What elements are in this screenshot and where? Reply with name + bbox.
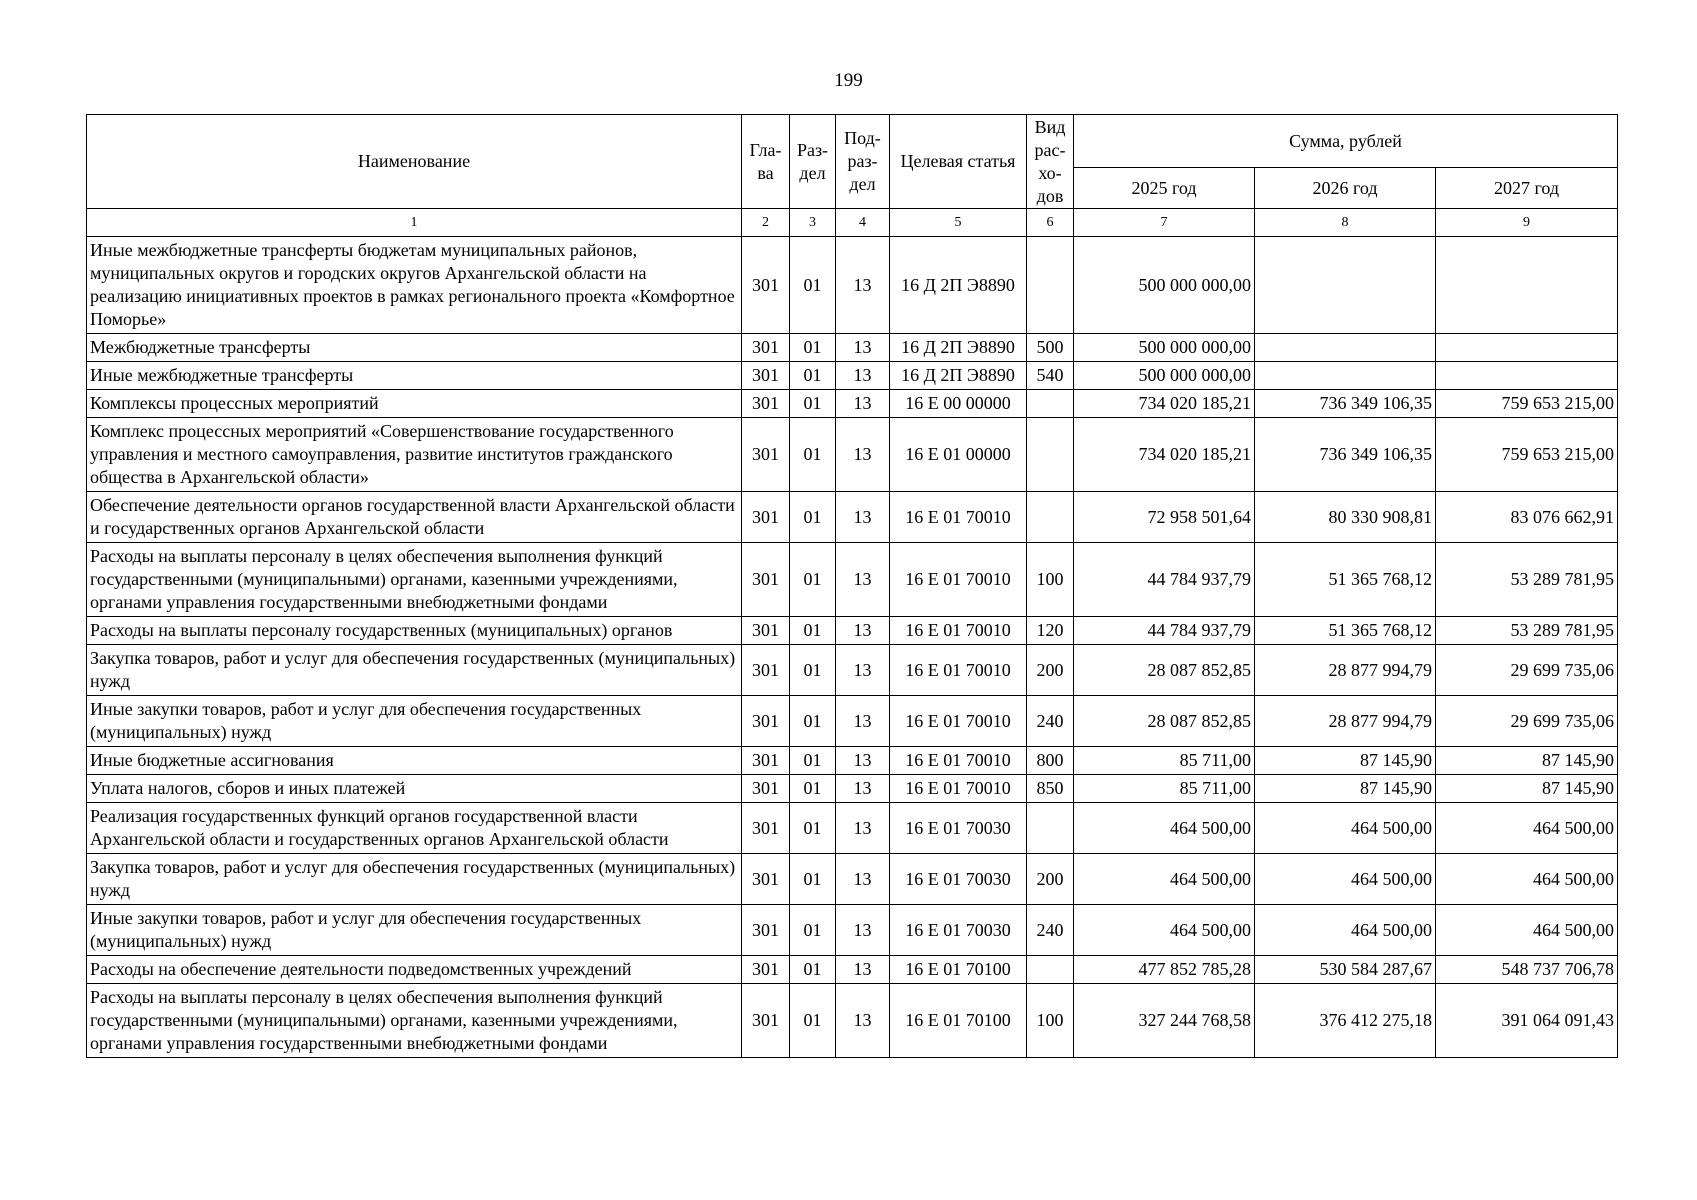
- cell-target: 16 Е 01 70010: [890, 543, 1027, 617]
- cell-sum-2027: 29 699 735,06: [1436, 696, 1618, 747]
- cell-glava: 301: [742, 418, 790, 492]
- cell-podrazdel: 13: [836, 492, 890, 543]
- cell-razdel: 01: [790, 645, 836, 696]
- header-year-2025: 2025 год: [1074, 168, 1255, 209]
- cell-podrazdel: 13: [836, 984, 890, 1058]
- cell-name: Реализация государственных функций органов государственной власти Архангельской области и государственных органов Архангельской области: [87, 803, 742, 854]
- header-vid: Вид рас-хо-дов: [1027, 115, 1074, 209]
- cell-name: Комплексы процессных мероприятий: [87, 390, 742, 418]
- cell-sum-2026: 464 500,00: [1255, 854, 1436, 905]
- cell-sum-2025: 464 500,00: [1074, 803, 1255, 854]
- cell-podrazdel: 13: [836, 696, 890, 747]
- cell-razdel: 01: [790, 984, 836, 1058]
- cell-glava: 301: [742, 984, 790, 1058]
- table-row: [87, 956, 1618, 984]
- cell-vid: [1027, 418, 1074, 492]
- header-name: Наименование: [87, 115, 742, 209]
- column-number: 2: [742, 209, 790, 237]
- cell-sum-2026: 376 412 275,18: [1255, 984, 1436, 1058]
- cell-sum-2027: 53 289 781,95: [1436, 543, 1618, 617]
- cell-podrazdel: 13: [836, 645, 890, 696]
- cell-vid: 200: [1027, 854, 1074, 905]
- table-body: [87, 237, 1618, 1058]
- cell-name: Расходы на выплаты персоналу в целях обеспечения выполнения функций государственными (муниципальными) органами, казенными учреждениями, органами управления государственными внебюджетными фондами: [87, 984, 742, 1058]
- cell-glava: 301: [742, 237, 790, 334]
- header-glava: Гла-ва: [742, 115, 790, 209]
- cell-glava: 301: [742, 492, 790, 543]
- cell-glava: 301: [742, 645, 790, 696]
- cell-vid: [1027, 237, 1074, 334]
- cell-sum-2026: 51 365 768,12: [1255, 617, 1436, 645]
- cell-podrazdel: 13: [836, 956, 890, 984]
- cell-sum-2025: 44 784 937,79: [1074, 617, 1255, 645]
- cell-target: 16 Е 01 00000: [890, 418, 1027, 492]
- cell-sum-2026: 530 584 287,67: [1255, 956, 1436, 984]
- cell-target: 16 Е 01 70030: [890, 854, 1027, 905]
- cell-sum-2027: 29 699 735,06: [1436, 645, 1618, 696]
- table-row: [87, 492, 1618, 543]
- cell-vid: 850: [1027, 775, 1074, 803]
- cell-name: Расходы на выплаты персоналу в целях обеспечения выполнения функций государственными (муниципальными) органами, казенными учреждениями, органами управления государственными внебюджетными фондами: [87, 543, 742, 617]
- table-row: [87, 645, 1618, 696]
- cell-sum-2025: 734 020 185,21: [1074, 390, 1255, 418]
- cell-razdel: 01: [790, 492, 836, 543]
- table-row: [87, 747, 1618, 775]
- cell-podrazdel: 13: [836, 334, 890, 362]
- table-row: [87, 334, 1618, 362]
- cell-sum-2026: 736 349 106,35: [1255, 390, 1436, 418]
- cell-target: 16 Д 2П Э8890: [890, 334, 1027, 362]
- cell-sum-2025: 734 020 185,21: [1074, 418, 1255, 492]
- cell-vid: 240: [1027, 696, 1074, 747]
- cell-vid: 240: [1027, 905, 1074, 956]
- cell-vid: [1027, 956, 1074, 984]
- table-row: [87, 696, 1618, 747]
- cell-razdel: 01: [790, 854, 836, 905]
- cell-name: Обеспечение деятельности органов государственной власти Архангельской области и государственных органов Архангельской области: [87, 492, 742, 543]
- cell-target: 16 Е 01 70100: [890, 984, 1027, 1058]
- cell-sum-2025: 327 244 768,58: [1074, 984, 1255, 1058]
- cell-razdel: 01: [790, 803, 836, 854]
- cell-sum-2025: 500 000 000,00: [1074, 362, 1255, 390]
- cell-podrazdel: 13: [836, 775, 890, 803]
- cell-vid: 100: [1027, 543, 1074, 617]
- cell-sum-2025: 464 500,00: [1074, 854, 1255, 905]
- cell-podrazdel: 13: [836, 803, 890, 854]
- cell-name: Комплекс процессных мероприятий «Совершенствование государственного управления и местного самоуправления, развитие институтов гражданского общества в Архангельской области»: [87, 418, 742, 492]
- cell-vid: [1027, 390, 1074, 418]
- cell-sum-2026: 464 500,00: [1255, 905, 1436, 956]
- cell-glava: 301: [742, 775, 790, 803]
- cell-vid: [1027, 803, 1074, 854]
- cell-podrazdel: 13: [836, 362, 890, 390]
- cell-vid: [1027, 492, 1074, 543]
- cell-sum-2026: 87 145,90: [1255, 747, 1436, 775]
- cell-name: Закупка товаров, работ и услуг для обеспечения государственных (муниципальных) нужд: [87, 645, 742, 696]
- cell-target: 16 Д 2П Э8890: [890, 362, 1027, 390]
- cell-sum-2026: 464 500,00: [1255, 803, 1436, 854]
- cell-vid: 120: [1027, 617, 1074, 645]
- cell-sum-2026: 80 330 908,81: [1255, 492, 1436, 543]
- cell-target: 16 Е 01 70030: [890, 905, 1027, 956]
- cell-name: Иные бюджетные ассигнования: [87, 747, 742, 775]
- cell-razdel: 01: [790, 617, 836, 645]
- cell-glava: 301: [742, 956, 790, 984]
- column-number: 6: [1027, 209, 1074, 237]
- cell-target: 16 Е 01 70010: [890, 775, 1027, 803]
- table-row: [87, 984, 1618, 1058]
- table-row: [87, 237, 1618, 334]
- cell-sum-2027: 464 500,00: [1436, 854, 1618, 905]
- cell-name: Уплата налогов, сборов и иных платежей: [87, 775, 742, 803]
- cell-sum-2027: 391 064 091,43: [1436, 984, 1618, 1058]
- cell-name: Межбюджетные трансферты: [87, 334, 742, 362]
- cell-target: 16 Е 01 70010: [890, 696, 1027, 747]
- cell-sum-2026: 87 145,90: [1255, 775, 1436, 803]
- cell-sum-2026: [1255, 237, 1436, 334]
- cell-vid: 540: [1027, 362, 1074, 390]
- cell-glava: 301: [742, 696, 790, 747]
- table-row: [87, 803, 1618, 854]
- table-row: [87, 617, 1618, 645]
- cell-sum-2025: 85 711,00: [1074, 747, 1255, 775]
- header-year-2027: 2027 год: [1436, 168, 1618, 209]
- cell-razdel: 01: [790, 905, 836, 956]
- table-row: [87, 905, 1618, 956]
- cell-vid: 100: [1027, 984, 1074, 1058]
- cell-sum-2025: 500 000 000,00: [1074, 237, 1255, 334]
- table-row: [87, 775, 1618, 803]
- cell-target: 16 Е 01 70010: [890, 645, 1027, 696]
- cell-target: 16 Е 00 00000: [890, 390, 1027, 418]
- cell-sum-2025: 477 852 785,28: [1074, 956, 1255, 984]
- table-row: [87, 390, 1618, 418]
- header-sum: Сумма, рублей: [1074, 115, 1618, 168]
- cell-sum-2025: 85 711,00: [1074, 775, 1255, 803]
- cell-glava: 301: [742, 747, 790, 775]
- cell-sum-2027: 548 737 706,78: [1436, 956, 1618, 984]
- cell-target: 16 Е 01 70010: [890, 492, 1027, 543]
- cell-target: 16 Е 01 70010: [890, 617, 1027, 645]
- header-podrazdel: Под-раз-дел: [836, 115, 890, 209]
- cell-name: Иные межбюджетные трансферты бюджетам муниципальных районов, муниципальных округов и городских округов Архангельской области на реализацию инициативных проектов в рамках регионального проекта «Комфортное Поморье»: [87, 237, 742, 334]
- header-year-2026: 2026 год: [1255, 168, 1436, 209]
- column-number: 3: [790, 209, 836, 237]
- cell-sum-2027: 464 500,00: [1436, 905, 1618, 956]
- header-razdel: Раз-дел: [790, 115, 836, 209]
- header-target: Целевая статья: [890, 115, 1027, 209]
- cell-vid: 500: [1027, 334, 1074, 362]
- cell-razdel: 01: [790, 390, 836, 418]
- cell-sum-2027: [1436, 362, 1618, 390]
- cell-razdel: 01: [790, 775, 836, 803]
- cell-sum-2027: [1436, 334, 1618, 362]
- cell-razdel: 01: [790, 418, 836, 492]
- cell-sum-2025: 500 000 000,00: [1074, 334, 1255, 362]
- column-number: 1: [87, 209, 742, 237]
- cell-sum-2027: 83 076 662,91: [1436, 492, 1618, 543]
- cell-sum-2026: 28 877 994,79: [1255, 645, 1436, 696]
- cell-sum-2027: 87 145,90: [1436, 775, 1618, 803]
- cell-sum-2026: 736 349 106,35: [1255, 418, 1436, 492]
- cell-target: 16 Е 01 70010: [890, 747, 1027, 775]
- cell-sum-2026: [1255, 334, 1436, 362]
- cell-sum-2027: 53 289 781,95: [1436, 617, 1618, 645]
- cell-name: Расходы на обеспечение деятельности подведомственных учреждений: [87, 956, 742, 984]
- column-number: 7: [1074, 209, 1255, 237]
- cell-glava: 301: [742, 362, 790, 390]
- cell-podrazdel: 13: [836, 617, 890, 645]
- cell-target: 16 Е 01 70100: [890, 956, 1027, 984]
- page-number: 199: [834, 70, 863, 91]
- budget-table: [86, 114, 1618, 1058]
- table-row: [87, 543, 1618, 617]
- cell-sum-2027: 464 500,00: [1436, 803, 1618, 854]
- column-numbers-row: [87, 209, 1618, 237]
- cell-sum-2026: [1255, 362, 1436, 390]
- cell-podrazdel: 13: [836, 854, 890, 905]
- cell-sum-2027: [1436, 237, 1618, 334]
- cell-name: Расходы на выплаты персоналу государственных (муниципальных) органов: [87, 617, 742, 645]
- cell-razdel: 01: [790, 237, 836, 334]
- cell-sum-2025: 28 087 852,85: [1074, 696, 1255, 747]
- cell-vid: 800: [1027, 747, 1074, 775]
- cell-razdel: 01: [790, 334, 836, 362]
- cell-sum-2025: 464 500,00: [1074, 905, 1255, 956]
- cell-podrazdel: 13: [836, 747, 890, 775]
- cell-podrazdel: 13: [836, 905, 890, 956]
- cell-sum-2025: 44 784 937,79: [1074, 543, 1255, 617]
- cell-name: Иные закупки товаров, работ и услуг для обеспечения государственных (муниципальных) нужд: [87, 905, 742, 956]
- cell-razdel: 01: [790, 696, 836, 747]
- column-number: 4: [836, 209, 890, 237]
- cell-sum-2027: 759 653 215,00: [1436, 390, 1618, 418]
- cell-vid: 200: [1027, 645, 1074, 696]
- cell-sum-2027: 759 653 215,00: [1436, 418, 1618, 492]
- cell-sum-2027: 87 145,90: [1436, 747, 1618, 775]
- cell-glava: 301: [742, 617, 790, 645]
- cell-razdel: 01: [790, 543, 836, 617]
- cell-glava: 301: [742, 334, 790, 362]
- cell-razdel: 01: [790, 747, 836, 775]
- table-row: [87, 418, 1618, 492]
- cell-razdel: 01: [790, 956, 836, 984]
- cell-podrazdel: 13: [836, 418, 890, 492]
- cell-razdel: 01: [790, 362, 836, 390]
- cell-podrazdel: 13: [836, 543, 890, 617]
- column-number: 9: [1436, 209, 1618, 237]
- cell-name: Иные межбюджетные трансферты: [87, 362, 742, 390]
- cell-glava: 301: [742, 854, 790, 905]
- cell-glava: 301: [742, 803, 790, 854]
- cell-sum-2026: 51 365 768,12: [1255, 543, 1436, 617]
- cell-sum-2025: 28 087 852,85: [1074, 645, 1255, 696]
- cell-podrazdel: 13: [836, 237, 890, 334]
- cell-target: 16 Е 01 70030: [890, 803, 1027, 854]
- cell-glava: 301: [742, 543, 790, 617]
- cell-name: Закупка товаров, работ и услуг для обеспечения государственных (муниципальных) нужд: [87, 854, 742, 905]
- table-header: [87, 115, 1618, 237]
- cell-target: 16 Д 2П Э8890: [890, 237, 1027, 334]
- column-number: 8: [1255, 209, 1436, 237]
- cell-glava: 301: [742, 390, 790, 418]
- cell-name: Иные закупки товаров, работ и услуг для обеспечения государственных (муниципальных) нужд: [87, 696, 742, 747]
- cell-podrazdel: 13: [836, 390, 890, 418]
- cell-sum-2026: 28 877 994,79: [1255, 696, 1436, 747]
- table-row: [87, 362, 1618, 390]
- cell-glava: 301: [742, 905, 790, 956]
- column-number: 5: [890, 209, 1027, 237]
- table-row: [87, 854, 1618, 905]
- cell-sum-2025: 72 958 501,64: [1074, 492, 1255, 543]
